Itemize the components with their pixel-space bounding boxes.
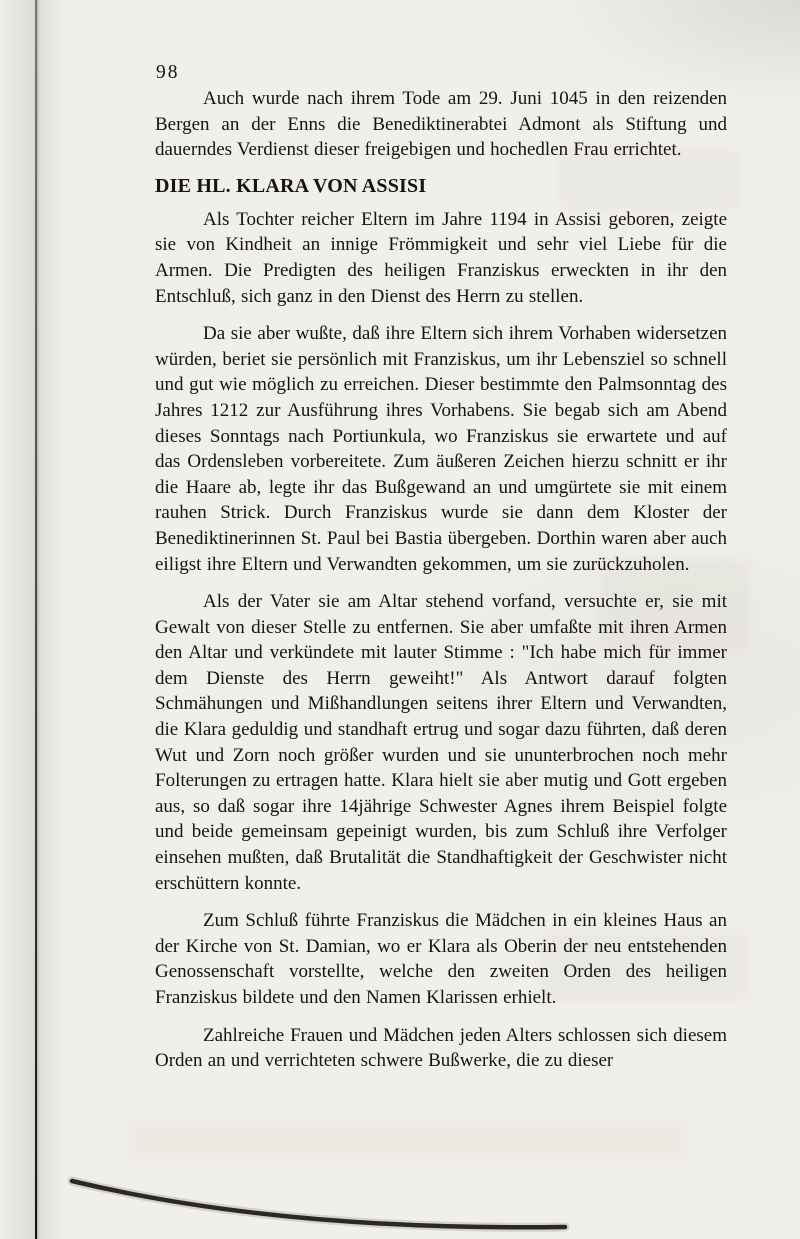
paragraph: Zum Schluß führte Franziskus die Mädchen in ein kleines Haus an der Kirche von St. Damian, wo er Klara als Oberin der neu entstehenden Genossenschaft vorstellte, welche den zweiten Orden des heiligen Franziskus bildete und den Namen Klarissen erhielt. — [155, 910, 727, 1008]
page-number: 98 — [156, 62, 180, 83]
paragraph: Als Tochter reicher Eltern im Jahre 1194 in Assisi geboren, zeigte sie von Kindheit an innige Frömmigkeit und sehr viel Liebe für die Armen. Die Predigten des heiligen Franziskus erweckten in ihr den Entschluß, sich ganz in den Dienst des Herrn zu stellen. — [155, 208, 727, 307]
paragraph: Da sie aber wußte, daß ihre Eltern sich ihrem Vorhaben widersetzen würden, beriet sie persönlich mit Franziskus, um ihr Lebensziel so schnell und gut wie möglich zu erreichen. Dieser bestimmte den Palmsonntag des Jahres 1212 zur Ausführung ihres Vorhabens. Sie begab sich am Abend dieses Sonntags nach Portiunkula, wo Franziskus sie erwartete und auf das Ordensleben vorbereitete. Zum äußeren Zeichen hierzu schnitt er ihr die Haare ab, legte ihr das Bußgewand an und umgürtete sie mit einem rauhen Strick. Durch Franziskus wurde sie dann dem Kloster der Benediktinerinnen St. Paul bei Bastia übergeben. Dorthin waren aber auch eiligst ihre Eltern und Verwandten gekommen, um sie zurückzuholen. — [155, 323, 727, 575]
page-bottom-edge-curve — [0, 1169, 800, 1239]
paragraph-intro: Auch wurde nach ihrem Tode am 29. Juni 1045 in den reizenden Bergen an der Enns die Benediktinerabtei Admont als Stiftung und dauerndes Verdienst dieser freigebigen und hochedlen Frau errichtet. — [155, 88, 727, 161]
page-showthrough-smudge — [130, 1120, 690, 1160]
text-block — [155, 86, 727, 1086]
section-heading: DIE HL. KLARA VON ASSISI — [155, 174, 427, 197]
paragraph: Als der Vater sie am Altar stehend vorfand, versuchte er, sie mit Gewalt von dieser Stelle zu entfernen. Sie aber umfaßte mit ihren Armen den Altar und verkündete mit lauter Stimme : "Ich habe mich für immer dem Dienste des Herrn geweiht!" Als Antwort darauf folgten Schmähungen und Mißhandlungen seitens ihrer Eltern und Verwandten, die Klara geduldig und standhaft ertrug und sogar dazu führten, daß deren Wut und Zorn noch größer wurden und sie ununterbrochen noch mehr Folterungen zu ertragen hatte. Klara hielt sie aber mutig und Gott ergeben aus, so daß sogar ihre 14jährige Schwester Agnes ihrem Beispiel folgte und beide gemeinsam gepeinigt wurden, bis zum Schluß ihre Verfolger einsehen mußten, daß Brutalität die Standhaftigkeit der Geschwister nicht erschüttern konnte. — [155, 591, 727, 894]
page-gutter-shadow — [35, 0, 37, 1239]
paragraph: Zahlreiche Frauen und Mädchen jeden Alters schlossen sich diesem Orden an und verrichteten schwere Bußwerke, die zu dieser — [155, 1024, 727, 1072]
